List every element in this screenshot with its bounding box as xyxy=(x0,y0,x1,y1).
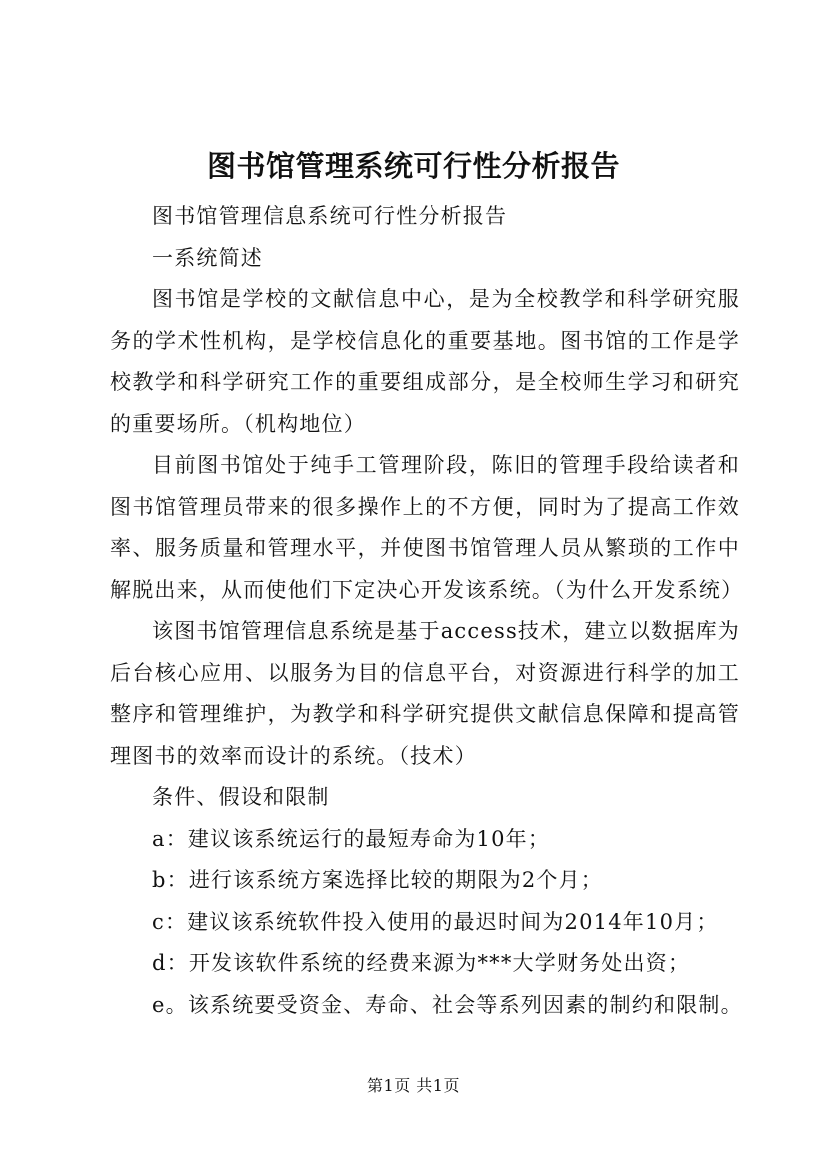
condition-item: b：进行该系统方案选择比较的期限为2个月； xyxy=(152,868,604,892)
condition-item: a：建议该系统运行的最短寿命为10年； xyxy=(152,826,551,851)
paragraph-technology: 该图书馆管理信息系统是基于access技术，建立以数据库为后台核心应用、以服务为目的信息平台，对资源进行科学的加工整序和管理维护，为教学和科学研究提供文献信息保障和提高管理图书的效率而设计的系统。（技术） xyxy=(110,619,740,768)
paragraph-development-reason: 目前图书馆处于纯手工管理阶段，陈旧的管理手段给读者和图书馆管理员带来的很多操作上的不方便，同时为了提高工作效率、服务质量和管理水平，并使图书馆管理人员从繁琐的工作中解脱出来，从而使他们下定决心开发该系统。（为什么开发系统） xyxy=(110,453,744,602)
condition-item: c：建议该系统软件投入使用的最迟时间为2014年10月； xyxy=(152,909,719,934)
document-subtitle: 图书馆管理信息系统可行性分析报告 xyxy=(152,204,508,228)
section-heading: 一系统简述 xyxy=(152,245,263,270)
document-body xyxy=(110,196,744,1026)
page-footer: 第1页 共1页 xyxy=(367,1076,460,1095)
condition-item: d：开发该软件系统的经费来源为***大学财务处出资； xyxy=(152,951,691,975)
paragraph-institution-role: 图书馆是学校的文献信息中心，是为全校教学和科学研究服务的学术性机构，是学校信息化的重要基地。图书馆的工作是学校教学和科学研究工作的重要组成部分，是全校师生学习和研究的重要场所。（机构地位） xyxy=(110,287,740,436)
document-title: 图书馆管理系统可行性分析报告 xyxy=(206,149,620,183)
condition-item: e。该系统要受资金、寿命、社会等系列因素的制约和限制。 xyxy=(152,992,743,1017)
conditions-heading: 条件、假设和限制 xyxy=(152,785,330,809)
